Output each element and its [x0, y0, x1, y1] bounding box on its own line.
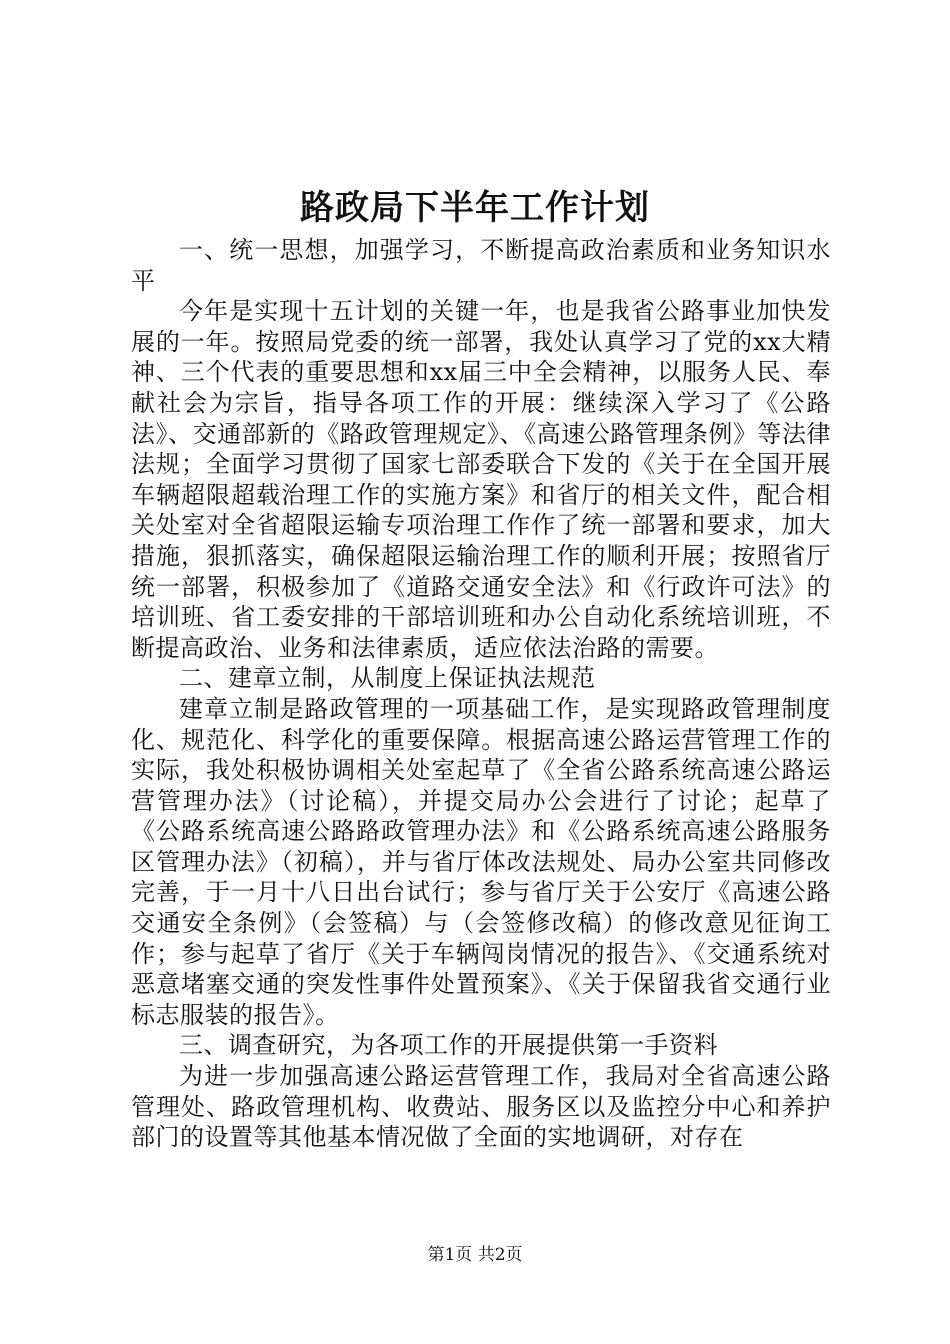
- document-body: [131, 235, 831, 1153]
- body-paragraph-3: 为进一步加强高速公路运营管理工作，我局对全省高速公路管理处、路政管理机构、收费站、服务区以及监控分中心和养护部门的设置等其他基本情况做了全面的实地调研，对存在: [131, 1062, 831, 1152]
- body-paragraph-2: 建章立制是路政管理的一项基础工作，是实现路政管理制度化、规范化、科学化的重要保障。根据高速公路运营管理工作的实际，我处积极协调相关处室起草了《全省公路系统高速公路运营管理办法》（讨论稿），并提交局办公会进行了讨论；起草了《公路系统高速公路路政管理办法》和《公路系统高速公路服务区管理办法》（初稿），并与省厅体改法规处、局办公室共同修改完善，于一月十八日出台试行；参与省厅关于公安厅《高速公路交通安全条例》（会签稿）与（会签修改稿）的修改意见征询工作；参与起草了省厅《关于车辆闯岗情况的报告》、《交通系统对恶意堵塞交通的突发性事件处置预案》、《关于保留我省交通行业标志服装的报告》。: [131, 694, 831, 1029]
- section-heading-1: 一、统一思想，加强学习，不断提高政治素质和业务知识水平: [131, 236, 831, 295]
- document-title: 路政局下半年工作计划: [300, 188, 650, 228]
- page-number-footer: 第1页 共2页: [427, 1245, 523, 1265]
- body-paragraph-1: 今年是实现十五计划的关键一年，也是我省公路事业加快发展的一年。按照局党委的统一部署，我处认真学习了党的xx大精神、三个代表的重要思想和xx届三中全会精神，以服务人民、奉献社会为宗旨，指导各项工作的开展：继续深入学习了《公路法》、交通部新的《路政管理规定》、《高速公路管理条例》等法律法规；全面学习贯彻了国家七部委联合下发的《关于在全国开展车辆超限超载治理工作的实施方案》和省厅的相关文件，配合相关处室对全省超限运输专项治理工作作了统一部署和要求，加大措施，狠抓落实，确保超限运输治理工作的顺利开展；按照省厅统一部署，积极参加了《道路交通安全法》和《行政许可法》的培训班、省工委安排的干部培训班和办公自动化系统培训班，不断提高政治、业务和法律素质，适应依法治路的需要。: [131, 297, 831, 662]
- section-heading-3: 三、调查研究，为各项工作的开展提供第一手资料: [179, 1031, 718, 1060]
- section-heading-2: 二、建章立制，从制度上保证执法规范: [179, 664, 596, 693]
